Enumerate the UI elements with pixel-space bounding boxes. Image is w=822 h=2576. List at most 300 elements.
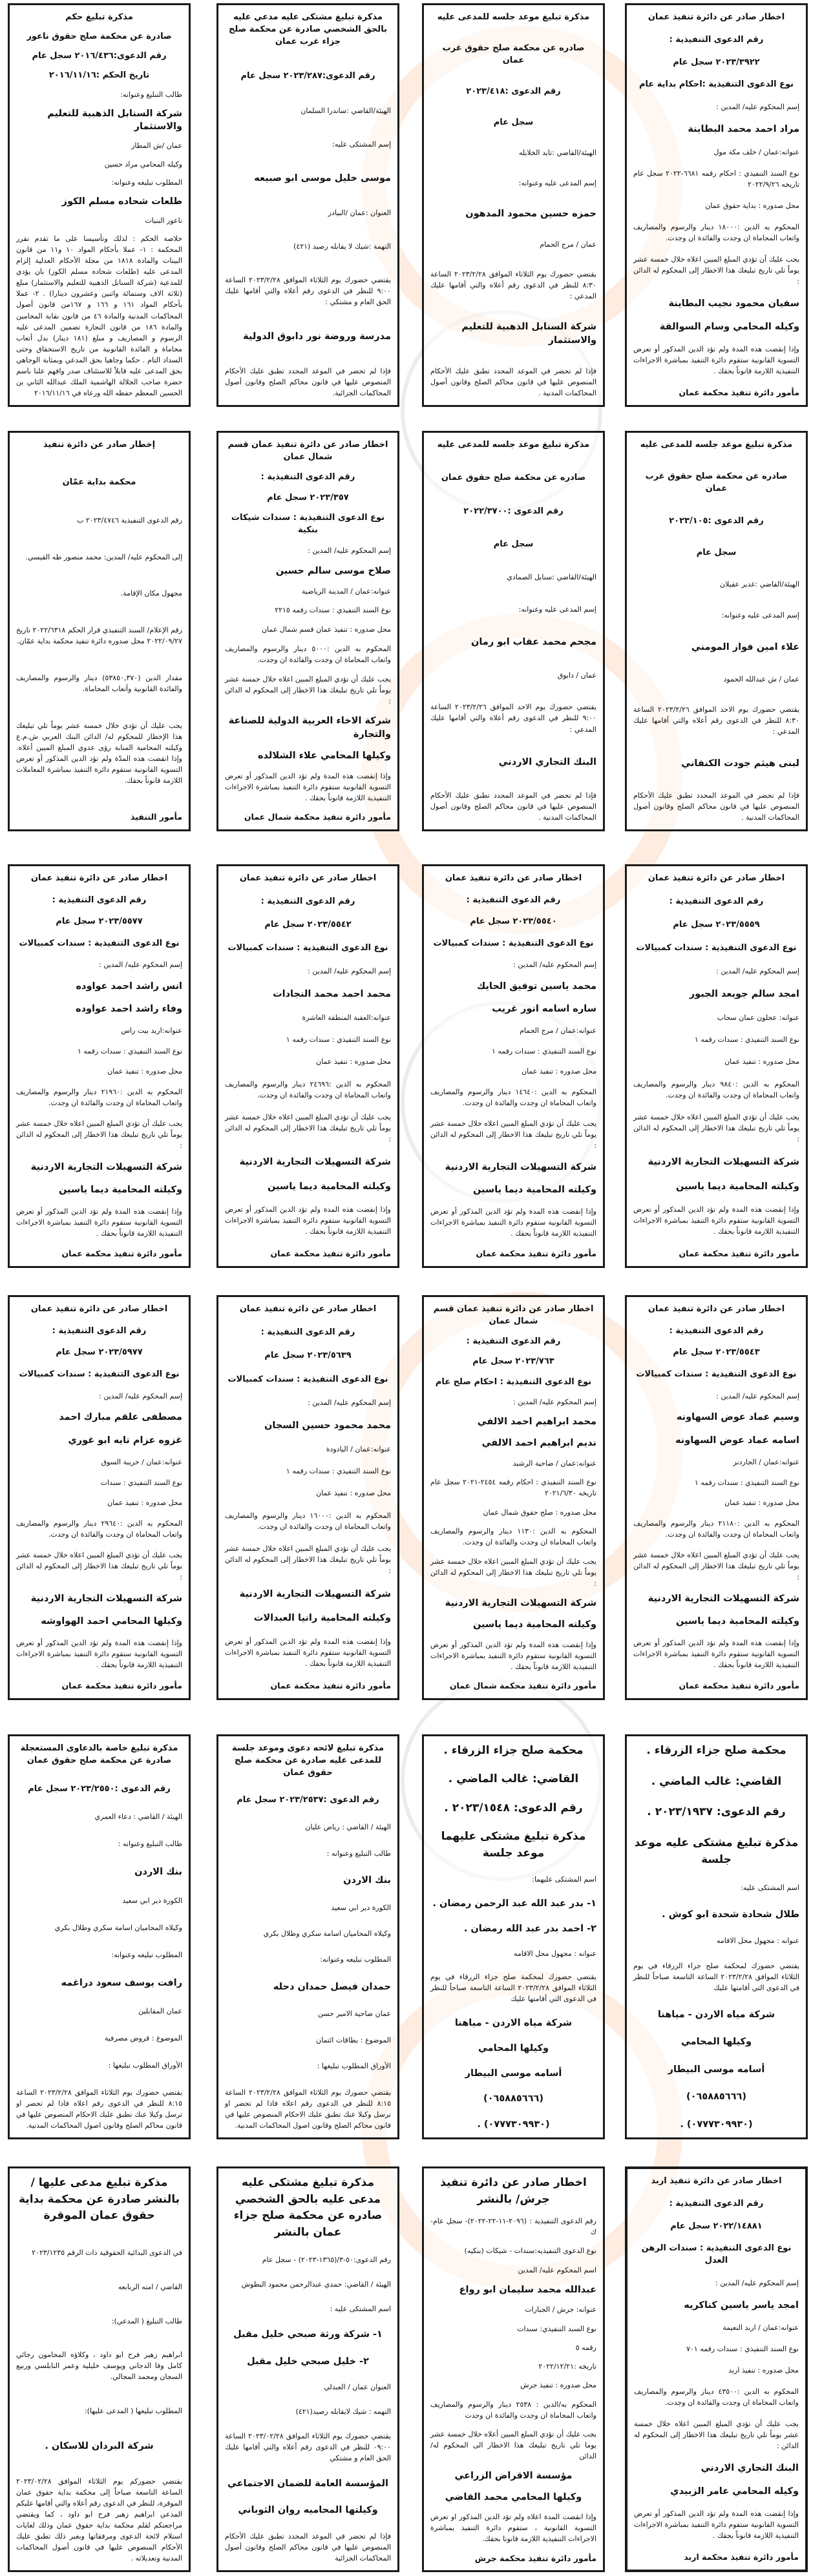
party-name: شركة السنابل الذهبية للتعليم والاستثمار xyxy=(47,108,182,132)
party-name: شركة التسهيلات التجارية الاردنية xyxy=(445,1161,596,1172)
notice-heading: رقم الدعوى التنفيذية : xyxy=(52,895,147,905)
party-name: وكيلها المحامي محمد القاضي xyxy=(445,2491,582,2502)
notice-heading: مذكرة تبليغ مشتكى عليه مدعى عليه بالحق الشخصي صادره عن محكمة صلح جزاء عمان بالنشر xyxy=(233,2176,383,2239)
party-name: مراد احمد محمد البطاينة xyxy=(688,124,799,135)
notice-text: المحكوم به الدين :١٨٠٠٠ دينار والرسوم والمصاريف واتعاب المحاماة ان وجدت والفائدة ان وجدت. xyxy=(633,222,799,242)
notice-text: رقم الإعلام/ السند التنفيذي قرار الحكم ٢٠٢٢/٦٣١٨ تاريخ ٢٠٢٢/٠٩/٢٧ محل صدوره دائرة تنفيذ محكمة بداية عمّان. xyxy=(16,626,182,646)
notice-text: وكيلاه المحاميان اسامة سكري وطلال بكري xyxy=(263,1929,391,1938)
notice-text: تاريخه :٢٠٢٢/١٢/٢١ xyxy=(538,2362,596,2371)
notice-text: عنوانه:عمان / مرج الحمام xyxy=(520,1026,596,1035)
notice-heading: ٢٠٢٢/١٤٨٨١ سجل عام xyxy=(670,2221,763,2231)
notice-text: إسم المدعى عليه وعنوانه: xyxy=(518,178,596,187)
notice-text: المحكوم به الدين :٢١٩٦٠ دينار والرسوم والمصاريف واتعاب المحاماة ان وجدت والفائدة ان وجدت. xyxy=(16,1088,182,1108)
notice-text: ابراهيم زهير فرح ابو داود ، وكلاؤه المحامون رجائي كامل وفا الدجاني ويوسف خليلية وعمر النابلسي وربيع السجان ومحمد المجالي. xyxy=(16,2351,182,2382)
notice-text: وإذا إنقضت هذه المدة ولم تؤد الدين المذكور أو تعرض التسوية القانونية ستقوم دائرة التنفيذ بمباشرة الاجراءات التنفيذية اللازمة قانوناً بحقك . xyxy=(225,771,391,802)
party-name: صلاح موسى سالم حسين xyxy=(275,565,391,576)
notice-text: محل صدوره : تنفيذ اربد xyxy=(728,2365,799,2374)
notice-text: وإذا انقضت المدة اعلاه ولم تؤد الدين المذكور او تعرض التسوية القانونية ، ستقوم دائرة التنفيذ بمباشرة الاجراءات التنفيذية اللازمة قانونا بحقك. xyxy=(430,2513,596,2544)
notice-text: عنوانه:عمان / خلف مكة مول xyxy=(713,147,799,156)
notice-text: وإذا إنقضت هذه المدة ولم تؤد الدين المذكور أو تعرض التسوية القانونية ستقوم دائرة التنفيذ بمباشرة الاجراءات التنفيذية اللازمة قانوناً بحقك . xyxy=(225,1205,391,1236)
legal-notice xyxy=(216,2166,399,2572)
notice-text: نوع السند التنفيذي : سندات رقمه ١ xyxy=(694,1478,799,1487)
party-name: وكيلته المحامية رانيا العبدالات xyxy=(253,1613,391,1624)
notice-text: نوع السند التنفيذي : احكام رقمه ٦٦٨١-٢٠٢٢ سجل عام تاريخه ٢٠٢٢/٩/٢٦ xyxy=(633,169,799,189)
notice-text: نوع السند التنفيذي : سندات xyxy=(100,1478,182,1487)
party-name: حمدان فيصل حمدان دحله xyxy=(273,1981,391,1992)
notice-signature: مأمور دائرة تنفيذ محكمة شمال عمان xyxy=(244,812,391,822)
legal-notice xyxy=(625,864,808,1268)
notice-text: في الدعوى البدائية الحقوقية ذات الرقم ٢٠٢٣/١٢٣٥ xyxy=(32,2249,182,2258)
party-name: أسامه موسى البيطار xyxy=(668,2064,765,2075)
notice-text: الهيئة / القاضي : رياض عليان xyxy=(305,1823,391,1832)
party-name: شركة التسهيلات التجارية الاردنية xyxy=(30,1161,182,1172)
party-name: مصطفى علقم مبارك احمد xyxy=(59,1412,182,1423)
party-name: محمد احمد محمد النجادات xyxy=(273,989,391,1000)
notice-signature: مأمور دائرة تنفيذ محكمة عمان xyxy=(476,1249,596,1259)
notice-text: إسم المحكوم عليه/ المدين : xyxy=(99,1391,182,1400)
party-name: طلال شحادة شحدة ابو كوش . xyxy=(662,1909,799,1920)
notice-heading: رقم الدعوى: ٢٠٢٣/١٩٣٧ . xyxy=(647,1805,786,1819)
notice-heading: ٢٠٢٣/٥٩٧٧ سجل عام xyxy=(56,1347,143,1358)
party-name: ١- بدر عبد الله عبد الرحمن رمضان . xyxy=(432,1898,596,1909)
notice-text: رقم الدعوى التنفيذية ٢٠٢٣/٤٧٤٦ ب xyxy=(77,515,182,525)
notice-heading: رقم الدعوى التنفيذية : xyxy=(52,1325,147,1336)
notice-heading: صادره عن محكمة صلح حقوق غرب عمان xyxy=(442,43,585,65)
notice-heading: اخطار صادر عن دائرة تنفيذ جرش/ بالنشر xyxy=(440,2176,587,2206)
notice-text: إلى المحكوم عليه/ المدين: محمد منصور طه القيسي. xyxy=(25,552,182,561)
notice-text: طالب التبليغ وعنوانه : xyxy=(326,1849,391,1858)
legal-notice xyxy=(216,1734,399,2139)
notice-heading: نوع الدعوى التنفيذية : سندات كمبيالات xyxy=(227,943,388,953)
notice-text: إسم المحكوم عليه/ المدين : xyxy=(716,1391,799,1400)
notice-text: يقتضي حضورك يوم الاحد الموافق ٢٠٢٣/٢/٢٦ الساعة ٩:٠٠ للنظر في الدعوى رقم أعلاه والتي أقامها عليك المدعي : xyxy=(430,703,597,734)
notice-text: وإذا إنقضت هذه المدة ولم تؤد الدين المذكور أو تعرض التسوية القانونية ستقوم دائرة التنفيذ بمباشرة الاجراءات التنفيذية اللازمة قانوناً بحقك . xyxy=(634,2509,799,2540)
party-name: شركة التسهيلات التجارية الاردنية xyxy=(445,1598,596,1609)
notice-heading: نوع الدعوى التنفيذية : سندات شيكات بنكية xyxy=(231,513,385,535)
notice-heading: ٢٠٢٣/٥٥٧٧ سجل عام xyxy=(56,917,143,927)
notice-text: المحكوم به الدين :٤٣٥٠٠ دينار والرسوم والمصاريف واتعاب المحاماة ان وجدت والفائدة ان وجدت. xyxy=(634,2387,799,2407)
notice-heading: رقم الدعوى: ٢٠٢٣/١٥٤٨ . xyxy=(444,1801,583,1814)
party-name: ١- شركة ورثة صبحي خليل مقبل xyxy=(233,2329,383,2340)
notice-heading: مذكرة تبليغ موعد جلسه للمدعى عليه xyxy=(437,12,590,22)
notice-text: فإذا لم تحضر في الموعد المحدد تطبق عليك الأحكام المنصوص عليها في قانون محاكم الصلح وقانون أصول المحاكمات المدنية . xyxy=(633,791,799,822)
notice-heading: اخطار صادر عن دائرة تنفيذ عمان xyxy=(239,1304,377,1314)
party-name: ٢- احمد بدر عبد الله رمضان . xyxy=(463,1924,596,1935)
party-name: وكيله المحامي وسام السوالقة xyxy=(659,322,799,333)
notice-text: محل صدوره : صلح حقوق شمال عمان xyxy=(483,1508,596,1517)
notice-heading: نوع الدعوى التنفيذية : سندات كمبيالات xyxy=(433,938,594,948)
notice-text: المحكوم به/الدين : ٢٥٣٨ دينار والرسوم والمصاريف واتعاب المحاماة ان وجدت والفائدة ان وجدت xyxy=(430,2400,596,2420)
notice-signature: مأمور دائرة تنفيذ محكمة عمان xyxy=(679,388,799,398)
notice-text: إسم المدعى عليه وعنوانه: xyxy=(518,605,596,614)
notice-heading: مذكرة تبليغ حكم xyxy=(65,12,133,22)
notice-heading: نوع الدعوى التنفيذية : سندات كمبيالات xyxy=(19,1369,180,1379)
notice-heading: نوع الدعوى التنفيذية : سندات كمبيالات xyxy=(636,1369,797,1379)
notice-heading: مذكرة تبليغ مشتكى عليه مدعي عليه بالحق الشخصي صادرة عن محكمة صلح جزاء غرب عمان xyxy=(229,12,387,47)
party-name: وكيلته المحامية ديما ياسين xyxy=(675,1616,799,1627)
notice-text: نوع السند التنفيذي : سندات رقمه ١ xyxy=(286,1467,391,1476)
notice-heading: اخطار صادر عن دائرة تنفيذ عمان xyxy=(445,873,582,883)
notice-heading: نوع الدعوى التنفيذية :احكام بداية عام xyxy=(638,79,794,90)
notice-text: عنوانه:عمان / المدينة الرياضية xyxy=(301,587,391,596)
notice-heading: رقم الدعوى التنفيذية : xyxy=(260,897,355,907)
notice-heading: رقم الدعوى :٢٠٢٣/٢٥٣٧ سجل عام xyxy=(237,1794,379,1805)
notice-text: يقتضي حضورك لمحكمة صلح جزاء الزرقاء في يوم الثلاثاء الموافق ٢٠٢٣/٢/٢٨ الساعة التاسعة صباحاً للنظر في الدعوى التي أقامتها عليك xyxy=(633,1962,799,1993)
notice-text: محل صدوره : بداية حقوق عمان xyxy=(705,201,799,210)
party-name: وكيلته المحامية ديما ياسين xyxy=(58,1184,182,1195)
party-name: (٠٦٥٨٨٥٦٦٦) xyxy=(686,2092,746,2103)
party-name: وكيلته المحامية ديما ياسين xyxy=(472,1619,596,1630)
notice-text: الموضوع : بطاقات ائتمان xyxy=(316,2035,391,2044)
notice-heading: رقم الدعوى :٢٠٢٣/١٠٥ xyxy=(669,515,764,526)
notice-text: الهيئة / القاضي: حمدي عبدالرحمن محمود البطوش xyxy=(241,2280,391,2289)
notice-text: المحكوم به الدين :٢١١٨٠ دينار والرسوم والمصاريف واتعاب المحاماة ان وجدت والفائدة ان وجدت. xyxy=(633,1519,799,1539)
party-name: شركة التسهيلات التجارية الاردنية xyxy=(239,1588,391,1599)
notice-signature: مأمور دائرة تنفيذ محكمة عمان xyxy=(61,1681,182,1691)
legal-notice xyxy=(8,431,191,831)
notice-signature: مأمور التنفيذ xyxy=(130,812,182,822)
party-name: وكيلته المحامية ديما ياسين xyxy=(472,1184,596,1195)
notice-text: الكورة دير ابي سعيد xyxy=(122,1896,182,1905)
notice-heading: اخطار صادر عن دائرة تنفيذ عمان xyxy=(239,873,377,883)
notice-signature: مأمور دائرة تنفيذ محكمة عمان xyxy=(679,1681,799,1691)
notice-text: عنوانه:عمان / الجاردنز xyxy=(733,1457,799,1466)
party-name: سفيان محمود نجيب البطاينة xyxy=(668,298,799,309)
notice-text: إسم المحكوم عليه/ المدين : xyxy=(716,103,799,112)
notice-text: وإذا إنقضت هذه المدة ولم تؤد الدين المذكور أو تعرض التسوية القانونية ستقوم دائرة التنفيذ بمباشرة الاجراءات التنفيذية اللازمة قانوناً بحقك . xyxy=(633,345,799,376)
notice-text: المحكوم به الدين :٢٤٦٩٦ دينار والرسوم والمصاريف واتعاب المحاماة ان وجدت والفائدة ان وجدت. xyxy=(225,1079,391,1099)
party-name: وفاء راشد احمد عواوده xyxy=(76,1003,182,1014)
notice-text: يقتضي حضورك يوم الثلاثاء الموافق ٢٠٢٣/٢/٢٨ الساعة ٨:٣٠ للنظر في الدعوى رقم أعلاه والتي أقامها عليك المدعي : xyxy=(430,270,597,301)
notice-text: نوع السند التنفيذي : سندات رقمه ١ xyxy=(77,1046,182,1055)
notice-text: نوع السند التنفيذي : احكام رقمه ٢٤٥٤-٢٠٢١ سجل عام تاريخه ٢٠٢١/٦/٣٠ xyxy=(430,1478,596,1498)
notice-text: الهيئة/القاضي :سنابل الصمادي xyxy=(507,573,596,582)
notice-text: إسم المحكوم عليه/ المدين : xyxy=(716,967,799,976)
notice-heading: اخطار صادر عن دائرة تنفيذ عمان xyxy=(648,1304,785,1314)
legal-notice xyxy=(216,864,399,1268)
party-name: وكيله المحامي عامر الزبيدي xyxy=(670,2486,799,2497)
legal-notice xyxy=(625,1734,808,2139)
notice-text: وإذا إنقضت هذه المدة ولم تؤد الدين المذكور أو تعرض التسوية القانونية ستقوم دائرة التنفيذ بمباشرة الاجراءات التنفيذية اللازمة قانوناً بحقك . xyxy=(225,1637,391,1668)
notice-heading: ٢٠٢٣/٥٥٤٠ سجل عام xyxy=(470,917,557,927)
notice-text: عنوانه:العقبة المنطقة العاشرة xyxy=(302,1013,391,1022)
notice-heading: رقم الدعوى :٢٠٢٣/٤١٨ xyxy=(466,86,561,96)
notice-heading: مذكرة تبليغ مدعى عليها / بالنشر صادرة عن محكمة بداية حقوق عمان الموقرة xyxy=(19,2176,180,2222)
notice-text: إسم المحكوم عليه/ المدين : xyxy=(99,961,182,970)
legal-notice xyxy=(8,3,191,407)
notice-text: يجب عليك أن تؤدي المبلغ المبين أعلاه خلال خمسة عشر يوما تلي تاريخ تبليغك هذا الاخطار الى المحكوم له/ الدائن xyxy=(430,2429,596,2460)
notice-text: وإذا إنقضت هذه المدة ولم تؤد الدين المذكور أو تعرض التسوية القانونية ستقوم دائرة التنفيذ بمباشرة الاجراءات التنفيذية اللازمة قانوناً بحقك . xyxy=(16,1207,182,1238)
notice-heading: محكمة صلح جزاء الزرقاء . xyxy=(443,1744,584,1757)
notice-text: يجب عليك أن تؤدي المبلغ المبين اعلاه خلال خمسة عشر يوماً تلي تاريخ تبليغك هذا الاخطار إلى المحكوم له الدائن : xyxy=(225,1544,391,1575)
legal-notice xyxy=(625,1295,808,1700)
legal-notice xyxy=(625,3,808,407)
legal-notice xyxy=(8,1295,191,1700)
notice-text: عمان / ش عبدالله الحمود xyxy=(723,674,799,683)
notice-heading: رقم الدعوى التنفيذية : xyxy=(669,1325,764,1336)
notice-text: الكورة دير ابي سعيد xyxy=(331,1903,391,1912)
notice-heading: اخطار صادر عن دائرة تنفيذ عمان قسم شمال عمان xyxy=(433,1304,594,1326)
party-name: ساره اسامه انور غريب xyxy=(492,1003,596,1014)
notice-signature: مأمور دائرة تنفيذ محكمة عمان xyxy=(270,1249,391,1259)
notice-text: يقتضي حضورك يوم الثلاثاء الموافق ٢٠٢٣/٢/٢٨ الساعة ٨:١٥ للنظر في الدعوى رقم اعلاه فاذا لم تحضر او ترسل وكيلا عنك تطبق عليك الاحكام المنصوص عليها في قانون محاكم الصلح وقانون اصول المحاكمات المدنية. xyxy=(225,2088,392,2130)
party-name: شركة التسهيلات التجارية الاردنية xyxy=(648,1594,799,1605)
notice-text: مقدار الدين (٥٣٨٥٠,٣٧٠) دينار والرسوم والمصاريف والفائدة القانونية وأتعاب المحاماة. xyxy=(16,673,182,693)
notice-text: محل صدوره : تنفيذ عمان xyxy=(107,1067,182,1076)
notice-text: محل صدوره : تنفيذ جرش xyxy=(520,2381,596,2390)
notice-text: المطلوب تبليغه وعنوانه: xyxy=(111,178,182,187)
party-name: شركة السنابل الذهبية للتعليم والاستثمار xyxy=(461,322,596,346)
legal-notice xyxy=(216,3,399,407)
notice-heading: نوع الدعوى التنفيذية : سندات الرهن العدل xyxy=(641,2243,792,2266)
party-name: انس راشد احمد عواوده xyxy=(76,981,182,992)
notice-heading: رقم الدعوى:٢٠٢٣/٢٨٧ سجل عام xyxy=(240,71,375,81)
notice-heading: القاضي: غالب الماضي . xyxy=(448,1772,579,1786)
notice-text: عنوانه: جرش / الجبارات xyxy=(525,2305,596,2314)
notice-heading: ٢٠٢٣/٣٩٢٢ سجل عام xyxy=(673,57,760,67)
legal-notice xyxy=(8,1734,191,2139)
notice-text: الهيئة/القاضي :تايد الخلايله xyxy=(518,149,596,158)
party-name: البنك التجاري الاردني xyxy=(498,757,596,768)
party-name: شركة التسهيلات التجارية الاردنية xyxy=(30,1594,182,1605)
notice-text: عمان ضاحية الامير حسن xyxy=(317,2010,391,2019)
notice-heading: سجل عام xyxy=(493,117,534,127)
party-name: وكيلها المحامي xyxy=(680,2037,752,2048)
notice-heading: مذكرة تبليغ خاصة بالدعاوى المستعجلة صادرة عن محكمة صلح حقوق عمان xyxy=(20,1743,178,1765)
notice-text: محل صدوره : تنفيذ عمان قسم شمال عمان xyxy=(261,625,391,634)
notice-text: المحكوم به الدين :٩٨٤٠ دينار والرسوم والمصاريف واتعاب المحاماة ان وجدت والفائدة ان وجدت. xyxy=(633,1079,799,1099)
notice-text: عمان /ش المطار xyxy=(131,141,182,151)
notice-text: نوع السند التنفيذي : سندات رقمه ١ xyxy=(491,1046,596,1055)
notice-text: طالب التبليغ وعنوانه: xyxy=(120,90,182,99)
notice-text: فإذا لم تحضر في الموعد المحدد تطبق عليك الأحكام المنصوص عليها في قانون محاكم الصلح وقانون أصول المحاكمات المدنية . xyxy=(430,791,596,822)
notice-text: إسم المحكوم عليه/ المدين : xyxy=(308,1398,391,1407)
notice-text: الأوراق المطلوب تبليغها : xyxy=(317,2062,391,2071)
notice-text: عنوانه:اربد بيت راس xyxy=(121,1026,182,1035)
notice-heading: رقم الدعوى التنفيذية : xyxy=(669,2198,764,2208)
notice-heading: اخطار صادر عن دائرة تنفيذ عمان xyxy=(648,873,785,883)
notice-text: نوع السند التنفيذي : سندات رقمه ١ xyxy=(694,1035,799,1044)
legal-notice xyxy=(422,864,605,1268)
notice-heading: نوع الدعوى التنفيذية : سندات كمبيالات xyxy=(636,943,797,953)
notice-heading: ٢٠٢٣/٥٦٣٩ سجل عام xyxy=(264,1351,352,1361)
notice-text: المطلوب تبليغه وعنوانه: xyxy=(111,1950,182,1959)
notice-text: محل صدوره : تنفيذ عمان xyxy=(724,1499,799,1508)
notice-heading: رقم الدعوى التنفيذية : xyxy=(260,1327,355,1338)
notice-heading: اخطار صادر عن دائرة تنفيذ عمان قسم شمال عمان xyxy=(227,440,388,462)
notice-text: وإذا إنقضت هذه المدة ولم تؤد الدين المذكور أو تعرض التسوية القانونية ستقوم دائرة التنفيذ بمباشرة الاجراءات التنفيذية اللازمة قانوناً بحقك . xyxy=(16,1639,182,1670)
notice-text: يقتضي حضورك يوم الثلاثاء الموافق ٢٠٢٣/٢/٢٨ الساعة ٨:١٥ للنظر في الدعوى رقم اعلاه فاذا لم تحضر او ترسل وكيلا عنك تطبق عليك الاحكام المنصوص عليها في قانون محاكم الصلح وقانون اصول المحاكمات المدنية. xyxy=(16,2088,183,2130)
notice-text: المطلوب تبليغها ( المدعى عليها): xyxy=(84,2406,182,2415)
notice-heading: ٢٠٢٣/٣٥٧ سجل عام xyxy=(267,492,349,503)
notice-text: يجب عليك أن تؤدي المبلغ المبين اعلاه خلال خمسة عشر يوماً تلي تاريخ تبليغك هذا الاخطار إلى المحكوم له الدائن : xyxy=(634,2419,799,2450)
notice-text: يقتضي حضورك يوم الاحد الموافق ٢٠٢٣/٢/٢٦ الساعة ٨:٣٠ للنظر في الدعوى رقم أعلاه والتي أقامها عليك المدعي : xyxy=(633,705,800,736)
party-name: وكيلتها المحاميه روان الثوباني xyxy=(238,2505,378,2516)
party-name: ٢- خليل صبحي خليل مقبل xyxy=(247,2356,369,2367)
notice-heading: ٢٠٢٣/٧٦٣ سجل عام xyxy=(472,1356,554,1367)
notice-heading: رقم الدعوى التنفيذية : xyxy=(466,1336,561,1347)
notice-text: العنوان :عمان /البيادر xyxy=(328,209,391,218)
notice-text: يجب عليك أن تؤدي المبلغ المبين اعلاه خلال خمسة عشر يوماً تلي تاريخ تبليغك هذا الاخطار إلى المحكوم له الدائن : xyxy=(16,1119,182,1150)
notice-heading: رقم الدعوى :٢٠٢٢/٣٧٠٠ xyxy=(463,506,564,516)
notice-text: اسم المشتكى عليهما: xyxy=(532,1875,596,1884)
notice-text: إسم المحكوم عليه/ المدين : xyxy=(308,546,391,555)
party-name: امجد ياسر ياسين كناكريه xyxy=(684,2300,799,2311)
party-name: (٠٧٧٧٣٠٩٩٣٠) . xyxy=(680,2119,753,2130)
party-name: وسيم عماد عوض السهاونه xyxy=(676,1412,799,1423)
notice-text: محل صدوره : تنفيذ عمان xyxy=(724,1057,799,1066)
notice-text: يقتضي حضورك يوم الثلاثاء الموافق ٢٠٢٣/٠٢/٢٨ الساعة ٠٩:٠٠ للنظر في الدعوى رقم أعلاه والتي أقامها عليك الحق العام و مشتكي xyxy=(225,2431,392,2463)
notice-text: عنوانه : مجهول محل الاقامه xyxy=(716,1937,799,1946)
notice-text: عنوانه:عمان / اربد النعيمة xyxy=(722,2323,799,2332)
party-name: المؤسسة العامة للضمان الاجتماعي xyxy=(227,2478,389,2489)
notice-text: رقم الدعوى:٥٠-٣/(١٣٦٥-٢٠٢٣) - سجل عام xyxy=(262,2256,391,2265)
notice-text: نوع السند التنفيذي: سندات xyxy=(517,2324,596,2333)
notice-heading: مذكرة تبليغ موعد جلسه للمدعى عليه xyxy=(437,440,590,450)
notice-text: يجب عليك أن تؤدي المبلغ المبين اعلاه خلال خمسة عشر يوماً تلي تاريخ تبليغك هذا الاخطار إلى المحكوم له الدائن : xyxy=(633,1551,799,1582)
notice-text: عنوانه:عمان / اليادودة xyxy=(326,1444,391,1453)
notice-text: نوع السند التنفيذي : سندات رقمه ٧٠١ xyxy=(686,2344,799,2353)
party-name: (٠٧٧٧٣٠٩٩٣٠) . xyxy=(477,2119,550,2130)
party-name: شركة التسهيلات التجارية الاردنية xyxy=(239,1157,391,1168)
notice-signature: مأمور دائرة تنفيذ محكمة عمان xyxy=(61,1249,182,1259)
notice-heading: ٢٠٢٣/٥٥٤٢ سجل عام xyxy=(264,920,352,930)
notice-heading: القاضي: غالب الماضي . xyxy=(651,1774,782,1788)
notice-text: عمان المقابلين xyxy=(138,2006,182,2015)
notice-text: طالب التبليغ ( المدعي): xyxy=(111,2316,182,2325)
party-name: علاء امين فواز المومني xyxy=(691,641,799,652)
notice-text: إسم المدعى عليه وعنوانه: xyxy=(721,611,799,620)
party-name: شركة التسهيلات التجارية الاردنية xyxy=(648,1157,799,1168)
notice-text: يجب عليك أن تؤدي المبلغ المبين اعلاه خلال خمسة عشر يوماً تلي تاريخ تبليغك هذا الاخطار إلى المحكوم له الدائن : xyxy=(430,1119,596,1150)
notice-text: المطلوب تبليغه وعنوانه: xyxy=(320,1955,391,1964)
notice-text: إسم المحكوم عليه/ المدين : xyxy=(308,967,391,976)
notice-text: رقم الدعوى التنفيذية : (٢٠٩٦-١١-٢٢-٢٠٢٢)- سجل عام- ك xyxy=(430,2217,596,2237)
party-name: محمد ابراهيم احمد الالفي xyxy=(477,1417,596,1428)
notice-text: محل صدوره : تنفيذ عمان xyxy=(316,1057,391,1066)
notice-text: المحكوم به الدين :١٤٦٤٠ دينار والرسوم والمصاريف واتعاب المحاماة ان وجدت والفائدة ان وجدت. xyxy=(430,1088,596,1108)
notice-text: فإذا لم تحضر في الموعد المحدد تطبق عليك الأحكام المنصوص عليها في قانون محاكم الصلح وقانون أصول المحاكمات المدنية . xyxy=(430,366,596,397)
notice-heading: سجل عام xyxy=(493,539,534,549)
notice-text: إسم المحكوم عليه/ المدين : xyxy=(513,961,596,970)
notice-heading: تاريخ الحكم :٢٠١٦/١١/١٦ xyxy=(48,70,150,80)
notice-text: الهيئة/القاضي :غدير عقيلان xyxy=(720,580,799,589)
party-name: رافت يوسف سعود دراغمه xyxy=(61,1977,182,1988)
party-name: شركة مياه الاردن - مياهنا xyxy=(454,2017,573,2028)
notice-text: نوع السند التنفيذي : سندات رقمه ٢٢١٥ xyxy=(275,606,391,615)
notice-text: اسم المشتكى عليه: xyxy=(741,1884,799,1893)
party-name: مجحم محمد عقاب ابو رمان xyxy=(471,637,596,648)
party-name: مدرسة وروضة نور دابوق الدولية xyxy=(243,331,391,342)
notice-text: خلاصة الحكم : لذلك وتأسيسا على ما تقدم تقرر المحكمة : ١- عملا بأحكام المواد ١٠ و١١ من قانون البينات والمادة ١٨١٨ من مجلة الأحكام العدلية إلزام المدعى عليه (طلعات شحاده مسلم الكوز) بان يؤدي للمدعية (شركة السنابل الذهبية للتعليم والاستثمار) مبلغ (ثلاثة الاف وستمائة واثنين وعشرون دينارا) . ٢- عملا بأحكام المواد ١٦١ و ١٦٦ و ١٦٧من قانون أصول المحاكمات المدنية والمادة ٤٦ من قانون نقابة المحامين والمادة ١٨٦ من قانون التجارة تضمين المدعى عليه الرسوم و المصاريف و مبلغ (١٨١ دينار) بدل أتعاب محاماة و الفائدة القانونية من تاريخ الاستحقاق وحتى السداد التام . حكما وجاهيا بحق المدعي وبمثابة الوجاهي بحق المدعى عليه قابلاً للاستئناف صدر وافهم علنا باسم حضرة صاحب الجلالة الهاشمية الملك عبدالله الثاني بن الحسين المعظم حفظه الله ورعاه في ٢٠١٦/١١/١٦ xyxy=(16,234,183,397)
notice-heading: رقم الدعوى التنفيذية : xyxy=(260,472,355,483)
party-name: طلعات شحاده مسلم الكوز xyxy=(61,196,182,207)
notice-text: فإذا لم تحضر في الموعد المحدد تطبق عليك الأحكام المنصوص عليها في قانون محاكم الصلح وقانون أصول المحاكمات الجزائية xyxy=(225,2531,391,2562)
notice-text: يجب عليك أن تؤدي المبلغ المبين اعلاه خلال خمسة عشر يوماً تلي تاريخ تبليغك هذا الاخطار إلى المحكوم له الدائن : xyxy=(633,1112,799,1143)
notice-text: عنوانه: عجلون عمان سحاب xyxy=(717,1013,799,1022)
notice-text: طالب التبليغ وعنوانه : xyxy=(118,1840,182,1849)
party-name: لبنى هيثم جودت الكنفاني xyxy=(681,758,799,769)
legal-notice xyxy=(422,2166,605,2572)
notice-text: وإذا إنقضت هذه المدة ولم تؤد الدين المذكور أو تعرض التسوية القانونية ستقوم دائرة التنفيذ بمباشرة الاجراءات التنفيذية اللازمة قانوناً بحقك . xyxy=(430,1207,596,1238)
notice-text: المحكوم به الدين :١٦٠٠٠ دينار والرسوم والمصاريف واتعاب المحاماة ان وجدت والفائدة ان وجدت. xyxy=(225,1511,391,1531)
notice-text: وإذا إنقضت هذه المدة ولم تؤد الدين المذكور أو تعرض التسوية القانونية ستقوم دائرة التنفيذ بمباشرة الاجراءات التنفيذية اللازمة قانوناً بحقك . xyxy=(430,1640,596,1671)
notice-text: مجهول مكان الإقامة. xyxy=(120,589,182,598)
notice-text: العنوان عمان / العبدلي xyxy=(324,2382,391,2391)
notice-heading: رقم الدعوى التنفيذية : xyxy=(466,895,561,905)
legal-notice xyxy=(625,2166,808,2572)
legal-notice xyxy=(625,431,808,831)
notice-heading: رقم الدعوى التنفيذية : xyxy=(669,897,764,907)
notice-heading: محكمة بداية عمّان xyxy=(62,477,136,488)
notice-text: إسم المشتكى عليه: xyxy=(332,140,391,149)
party-name: شركة الاخاء العربية الدولية للصناعة والتجارة xyxy=(228,716,391,740)
notice-heading: ٢٠٢٣/٥٥٥٩ سجل عام xyxy=(673,920,760,930)
notice-heading: مذكرة تبليغ مشتكى عليهما موعد جلسة xyxy=(441,1830,586,1860)
party-name: امجد سالم جويعد الجبور xyxy=(689,989,799,1000)
notice-text: يجب عليك أن تؤدي خلال خمسة عشر يوماً تلي تبليغك هذا الإخطار للمحكوم له/ الدائن البنك العربي ش.م.ع وكيلته المحامية المنابة رؤى عدوي المبلغ المبين أعلاه. وإذا انقضت هذه المدّة ولم تؤد الدين المذكور أو تعرض التسوية القانونية ستقوم دائرة التنفيذ بمباشرة المعاملات اللازمة قانوناً بحقك. xyxy=(16,721,182,785)
notice-text: يقتضي حضوركم يوم الثلاثاء الموافق ٢٠٢٣/٠٢/٢٨ الساعة التاسعة صباحاً إلى محكمة بداية حقوق عمان الموقرة، للنظر في الدعوى رقم أعلاه والتي أقامها عليكم المدعي ابراهيم زهير فرح ابو داود ، كما ويقتضي مراجعتكم لقلم محكمة بداية حقوق عمان وذلك لغايات استلام لائحة الدعوى ومرفقاتها وبغير ذلك تطبق عليك الأحكام المنصوص عليها في قانون أصول المحاكمات المدنية وتعديلاته . xyxy=(16,2477,182,2562)
notice-text: عمان / دابوق xyxy=(557,670,596,680)
notice-signature: مأمور دائرة تنفيذ محكمة جرش xyxy=(474,2553,596,2563)
party-name: وكيلها المحامي احمد الهواوشه xyxy=(41,1616,182,1627)
notice-heading: مذكرة تبليغ مشتكى عليه موعد جلسة xyxy=(634,1836,799,1866)
notice-heading: صادرة عن محكمة صلح حقوق ناعور xyxy=(26,31,172,41)
party-name: شركة مياه الاردن - مياهنا xyxy=(657,2009,775,2020)
notice-heading: رقم الدعوى:٢٠١٦/٤٣٦ سجل عام xyxy=(32,50,167,61)
notice-text: نوع الدعوى التنفيذيه:سندات - شيكات (بنكيه) xyxy=(464,2247,596,2256)
notice-text: المحكوم به الدين :١١٣٠ دينار والرسوم والمصاريف واتعاب المحاماة ان وجدت والفائدة ان وجدت. xyxy=(430,1527,596,1547)
notice-text: الهيئة / القاضي : دعاء العمري xyxy=(94,1813,182,1822)
notice-text: المحكوم به الدين :٥٠٠٠ دينار والرسوم والمصاريف واتعاب المحاماة ان وجدت والفائدة ان وجدت. xyxy=(225,644,391,664)
notice-text: وإذا إنقضت هذه المدة ولم تؤد الدين المذكور أو تعرض التسوية القانونية ستقوم دائرة التنفيذ بمباشرة الاجراءات التنفيذية اللازمة قانوناً بحقك . xyxy=(633,1205,799,1236)
notice-text: يجب عليك أن تؤدي المبلغ المبين اعلاه خلال خمسة عشر يوماً تلي تاريخ تبليغك هذا الاخطار إلى المحكوم له الدائن : xyxy=(225,674,391,705)
notice-text: عنوانه:عمان / خريبة السوق xyxy=(101,1457,182,1466)
notice-text: إسم المحكوم عليه/ المدين : xyxy=(715,2278,799,2287)
notice-text: يجب عليك أن تؤدي المبلغ المبين اعلاه خلال خمسة عشر يوماً تلي تاريخ تبليغك هذا الاخطار إلى المحكوم له الدائن : xyxy=(16,1551,182,1582)
party-name: أسامه موسى البيطار xyxy=(465,2068,562,2079)
notice-heading: اخطار صادر عن دائرة تنفيذ عمان xyxy=(30,1304,168,1314)
notice-text: الهيئة/القاضي :ساندرا السلمان xyxy=(300,106,391,115)
notice-text: ناعور البنيات xyxy=(145,216,182,225)
notice-heading: نوع الدعوى التنفيذية : سندات كمبيالات xyxy=(19,938,180,948)
notice-text: فإذا لم تحضر في الموعد المحدد تطبق عليك الأحكام المنصوص عليها في قانون محاكم الصلح وقانون أصول المحاكمات الجزائية. xyxy=(225,366,391,397)
notice-text: محل صدوره : تنفيذ عمان xyxy=(107,1499,182,1508)
party-name: وكيلته المحامية ديما ياسين xyxy=(675,1181,799,1192)
notice-text: يجب عليك أن تؤدي المبلغ المبين اعلاه خلال خمسة عشر يوماً تلي تاريخ تبليغك هذا الاخطار إلى المحكوم له الدائن : xyxy=(225,1112,391,1143)
notice-heading: محكمة صلح جزاء الزرقاء . xyxy=(646,1744,786,1757)
notice-signature: مأمور دائرة تنفيذ محكمة اربد xyxy=(684,2552,799,2562)
legal-notice xyxy=(422,3,605,407)
notice-text: وكيله المحامي مراد حسين xyxy=(104,160,182,169)
notice-text: الموضوع : قروض مصرفية xyxy=(104,2033,182,2042)
notice-text: الأوراق المطلوب تبليغها : xyxy=(108,2061,182,2070)
notice-heading: اخطار صادر عن دائرة تنفيذ عمان xyxy=(648,12,785,22)
party-name: عبدالله محمد سليمان ابو رواع xyxy=(459,2284,596,2295)
notice-heading: مذكرة تبليغ موعد جلسه للمدعى عليه xyxy=(640,440,793,450)
notice-heading: صادره عن محكمة صلح حقوق غرب عمان xyxy=(645,472,788,494)
notice-heading: مذكرة تبليغ لائحه دعوى وموعد جلسة للمدعى عليه صادرة عن محكمة صلح حقوق عمان xyxy=(231,1743,385,1778)
notice-text: عنوانه : مجهول محل الاقامه xyxy=(513,1949,596,1958)
notice-text: اسم المشتكى عليه : xyxy=(330,2305,391,2314)
notice-heading: رقم الدعوى التنفيذية : xyxy=(669,34,764,45)
notice-heading: نوع الدعوى التنفيذية : احكام صلح عام xyxy=(435,1376,592,1387)
notice-heading: اخطار صادر عن دائرة تنفيذ اربد xyxy=(651,2176,782,2186)
notice-text: يقتضي حضورك لمحكمة صلح جزاء الزرقاء في يوم الثلاثاء الموافق ٢٠٢٣/٢/٢٨ الساعة التاسعة صباحاً للنظر في الدعوى التي أقامتها عليك xyxy=(430,1972,596,2003)
legal-notice xyxy=(216,431,399,831)
party-name: بنك الاردن xyxy=(134,1867,182,1878)
party-name: غزوه عزام تايه ابو غوري xyxy=(68,1435,182,1446)
